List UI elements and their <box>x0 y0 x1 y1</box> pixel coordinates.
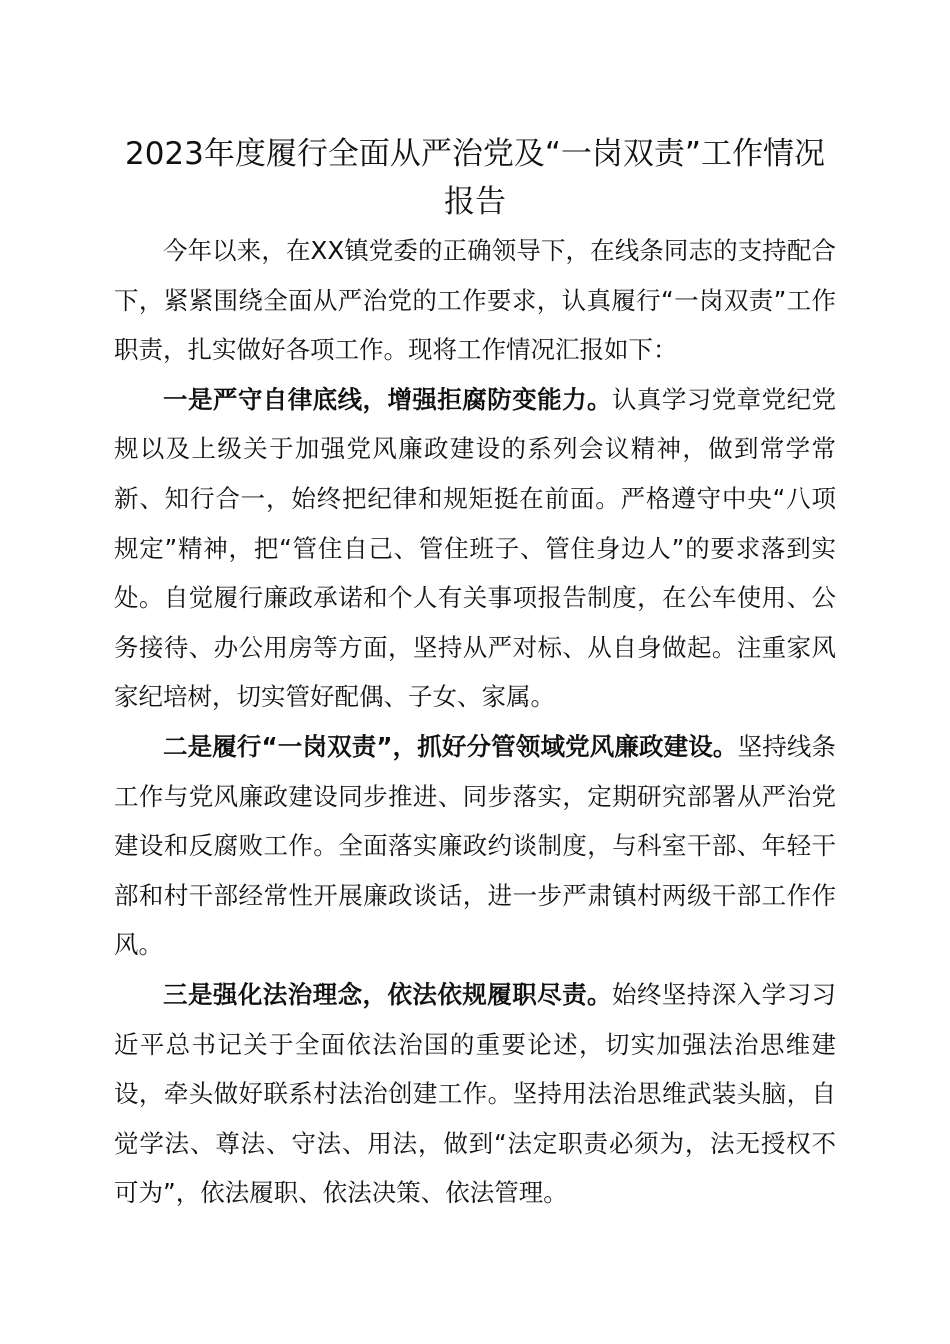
section-body-2: 坚持线条工作与党风廉政建设同步推进、同步落实，定期研究部署从严治党建设和反腐败工作。全面落实廉政约谈制度，与科室干部、年轻干部和村干部经常性开展廉政谈话，进一步严肃镇村两级干部工作作风。 <box>114 731 836 960</box>
document-page <box>114 130 836 1218</box>
section-lead-1: 一是严守自律底线，增强拒腐防变能力。 <box>163 384 612 414</box>
section-paragraph-1 <box>114 375 836 722</box>
section-lead-2: 二是履行“一岗双责”，抓好分管领域党风廉政建设。 <box>163 731 738 761</box>
section-paragraph-2 <box>114 722 836 970</box>
document-title: 2023年度履行全面从严治党及“一岗双责”工作情况报告 <box>124 136 825 220</box>
section-body-1: 认真学习党章党纪党规以及上级关于加强党风廉政建设的系列会议精神，做到常学常新、知行合一，始终把纪律和规矩挺在前面。严格遵守中央“八项规定”精神，把“管住自己、管住班子、管住身边人”的要求落到实处。自觉履行廉政承诺和个人有关事项报告制度，在公车使用、公务接待、办公用房等方面，坚持从严对标、从自身做起。注重家风家纪培树，切实管好配偶、子女、家属。 <box>114 384 837 712</box>
section-paragraph-3 <box>114 970 836 1218</box>
section-lead-3: 三是强化法治理念，依法依规履职尽责。 <box>163 979 612 1009</box>
section-body-3: 始终坚持深入学习习近平总书记关于全面依法治国的重要论述，切实加强法治思维建设，牵头做好联系村法治创建工作。坚持用法治思维武装头脑，自觉学法、尊法、守法、用法，做到“法定职责必须为，法无授权不可为”，依法履职、依法决策、依法管理。 <box>114 979 837 1208</box>
intro-paragraph: 今年以来，在XX镇党委的正确领导下，在线条同志的支持配合下，紧紧围绕全面从严治党的工作要求，认真履行“一岗双责”工作职责，扎实做好各项工作。现将工作情况汇报如下： <box>114 236 836 365</box>
